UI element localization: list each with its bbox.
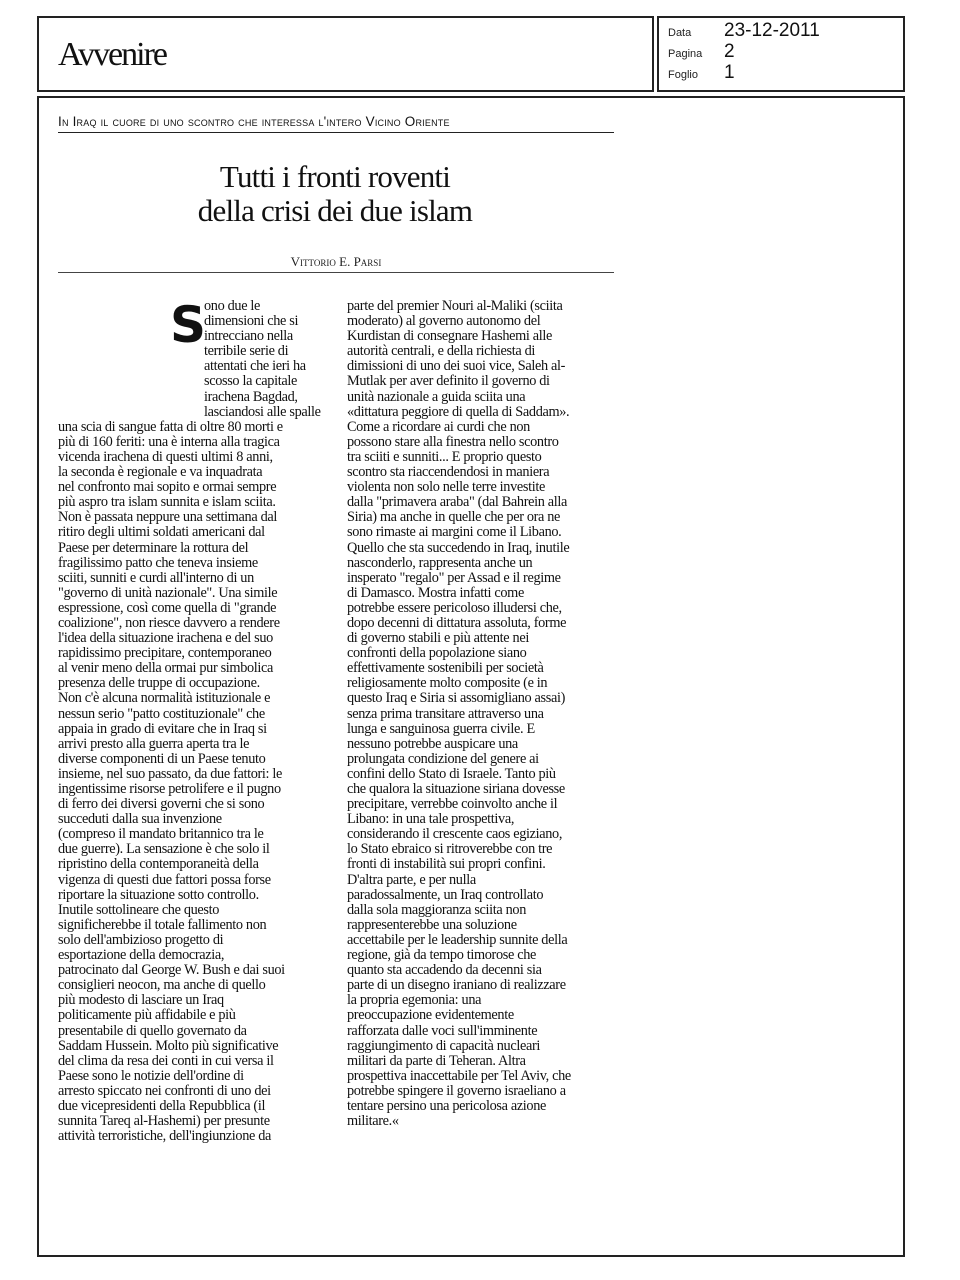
meta-row-pagina xyxy=(668,41,735,63)
drop-cap: S xyxy=(170,296,207,354)
text-line: nasconderlo, rappresenta anche un xyxy=(347,554,533,571)
text-line: vicenda irachena di questi ultimi 8 anni, xyxy=(58,448,273,465)
text-line: paradossalmente, un Iraq controllato xyxy=(347,886,544,903)
newspaper-logo: Avvenire xyxy=(58,36,166,73)
text-line: Mutlak per aver definito il governo di xyxy=(347,373,550,390)
text-line: coalizione", non riesce davvero a rendere xyxy=(58,614,280,631)
text-line: presenza delle truppe di occupazione. xyxy=(58,675,260,692)
text-line: la seconda è regionale e va inquadrata xyxy=(58,464,263,481)
article-column-right xyxy=(347,299,622,1129)
text-line: solo dell'ambizioso progetto di xyxy=(58,931,224,948)
text-line: appaia in grado di evitare che in Iraq si xyxy=(58,720,267,737)
meta-row-data xyxy=(668,20,820,42)
text-line: politicamente più affidabile e più xyxy=(58,1007,236,1024)
text-line: sunnita Tareq al-Hashemi) per presunte xyxy=(58,1113,270,1130)
meta-label: Foglio xyxy=(668,69,698,81)
text-line: parte di un disegno iraniano di realizzare xyxy=(347,977,566,994)
text-line: attività terroristiche, dell'ingiunzione da xyxy=(58,1128,272,1145)
text-line: una scia di sangue fatta di oltre 80 morti e xyxy=(58,418,283,435)
text-line: ingentissime risorse petrolifere e il pugno xyxy=(58,781,281,797)
meta-label: Data xyxy=(668,27,692,39)
text-line: intrecciano nella xyxy=(204,328,293,345)
text-line: effettivamente sostenibili per società xyxy=(347,660,544,677)
text-line: la propria egemonia: una xyxy=(347,992,482,1009)
text-line: Kurdistan di consegnare Hashemi alle xyxy=(347,328,552,345)
text-line: religiosamente molto composite (e in xyxy=(347,675,548,692)
text-line: «dittatura peggiore di quella di Saddam». xyxy=(347,403,570,420)
text-line: più di 160 feriti: una è interna alla tragica xyxy=(58,433,280,450)
text-line: prospettiva inaccettabile per Tel Aviv, che xyxy=(347,1067,571,1084)
text-line: Paese per determinare la rottura del xyxy=(58,539,249,556)
text-line: insperato "regalo" per Assad e il regime xyxy=(347,569,561,586)
text-line: (compreso il mandato britannico tra le xyxy=(58,826,264,843)
text-line: sciiti, sunniti e curdi all'interno di un xyxy=(58,569,254,586)
text-line: irachena Bagdad, xyxy=(204,388,298,405)
text-line: accettabile per le leadership sunnite della xyxy=(347,931,568,948)
text-line: moderato) al governo autonomo del xyxy=(347,313,541,330)
text-line: prolungata condizione del genere ai xyxy=(347,750,539,767)
meta-value-date: 23-12-2011 xyxy=(724,20,820,41)
text-line: dopo decenni di dittatura assoluta, forme xyxy=(347,614,567,631)
text-line: due vicepresidenti della Repubblica (il xyxy=(58,1097,266,1114)
text-line: di ferro dei diversi governi che si sono xyxy=(58,796,265,813)
text-line: presentabile di quello governato da xyxy=(58,1022,247,1039)
text-line: consiglieri neocon, ma anche di quello xyxy=(58,977,266,994)
text-line: scontro sta riaccendendosi in maniera xyxy=(347,464,550,481)
text-line: Non è passata neppure una settimana dal xyxy=(58,509,277,526)
text-line: ono due le xyxy=(204,298,261,314)
text-line: esportazione della democrazia, xyxy=(58,947,225,964)
text-line: vigenza di questi due fattori possa forse xyxy=(58,871,271,888)
text-line: precipitare, verrebbe coinvolto anche il xyxy=(347,796,558,813)
text-line: possono stare alla finestra nello scontro xyxy=(347,433,559,450)
text-line: Inutile sottolineare che questo xyxy=(58,901,220,918)
text-line: lunga e sanguinosa guerra civile. E xyxy=(347,720,535,737)
text-line: Libano: in una tale prospettiva, xyxy=(347,811,515,828)
text-line: confronti della popolazione siano xyxy=(347,645,527,662)
article-headline xyxy=(110,160,560,228)
text-line: violenta non solo nelle terre investite xyxy=(347,479,545,496)
article-byline: Vittorio E. Parsi xyxy=(58,254,614,273)
text-line: arrivi presto alla guerra aperta tra le xyxy=(58,735,250,752)
text-line: dimissioni di uno dei suoi vice, Saleh al- xyxy=(347,358,565,375)
text-line: più aspro tra islam sunnita e islam sciita. xyxy=(58,494,276,511)
text-line: dimensioni che si xyxy=(204,313,299,330)
text-line: due guerre). La sensazione è che solo il xyxy=(58,841,270,858)
text-line: dalla "primavera araba" (dal Bahrein alla xyxy=(347,494,567,511)
text-line: confini dello Stato di Israele. Tanto più xyxy=(347,765,556,782)
text-line: preoccupazione evidentemente xyxy=(347,1007,514,1024)
text-line: considerando il crescente caos egiziano, xyxy=(347,826,563,843)
text-line: nel confronto mai sopito e ormai sempre xyxy=(58,479,277,496)
text-line: Siria) ma anche in quelle che per ora ne xyxy=(347,509,561,526)
article-kicker: In Iraq il cuore di uno scontro che interessa l'intero Vicino Oriente xyxy=(58,114,614,133)
text-line: insieme, nel suo passato, da due fattori: le xyxy=(58,765,283,782)
text-line: più modesto di lasciare un Iraq xyxy=(58,992,224,1009)
meta-value-sheet: 1 xyxy=(724,62,735,83)
text-line: rafforzata dalle voci sull'imminente xyxy=(347,1022,538,1039)
text-line: regione, già da tempo timorose che xyxy=(347,947,536,964)
text-line: diverse componenti di un Paese tenuto xyxy=(58,750,266,767)
text-line: riportare la situazione sotto controllo. xyxy=(58,886,259,903)
text-line: senza prima transitare attraverso una xyxy=(347,705,544,722)
text-line: ritiro degli ultimi soldati americani dal xyxy=(58,524,265,541)
text-line: Quello che sta succedendo in Iraq, inutile xyxy=(347,539,570,556)
text-line: potrebbe spingere il governo israeliano a xyxy=(347,1082,566,1099)
text-line: di Damasco. Mostra infatti come xyxy=(347,584,524,601)
text-line: scosso la capitale xyxy=(204,373,297,390)
text-line: tentare persino una pericolosa azione xyxy=(347,1097,547,1114)
meta-label: Pagina xyxy=(668,48,703,60)
headline-line: della crisi dei due islam xyxy=(197,193,473,228)
text-line: lasciandosi alle spalle xyxy=(204,403,321,420)
text-line: Non c'è alcuna normalità istituzionale e xyxy=(58,690,271,707)
text-line: militare.« xyxy=(347,1113,399,1130)
text-line: raggiungimento di capacità nucleari xyxy=(347,1037,540,1054)
text-line: rapidissimo precipitare, contemporaneo xyxy=(58,645,272,662)
text-line: potrebbe essere pericoloso illudersi che, xyxy=(347,599,562,616)
text-line: militari da parte di Teheran. Altra xyxy=(347,1052,526,1069)
text-line: autorità centrali, e della richiesta di xyxy=(347,343,536,360)
text-line: patrocinato dal George W. Bush e dai suoi xyxy=(58,962,285,979)
meta-value-page: 2 xyxy=(724,41,735,62)
text-line: Saddam Hussein. Molto più significative xyxy=(58,1037,279,1054)
text-line: D'altra parte, e per nulla xyxy=(347,871,476,888)
text-line: ripristino della contemporaneità della xyxy=(58,856,259,873)
headline-line: Tutti i fronti roventi xyxy=(219,159,451,194)
text-line: terribile serie di xyxy=(204,343,289,360)
text-line: del clima da resa dei conti in cui versa il xyxy=(58,1052,274,1069)
text-line: espressione, così come quella di "grande xyxy=(58,599,277,616)
text-line: al venir meno della ormai pur simbolica xyxy=(58,660,274,677)
text-line: di governo stabili e più attente nei xyxy=(347,630,529,647)
text-line: sono rimaste ai margini come il Libano. xyxy=(347,524,562,541)
text-line: questo Iraq e Siria si assomigliano assai) xyxy=(347,690,565,707)
text-line: Come a ricordare ai curdi che non xyxy=(347,418,530,435)
text-line: succeduti dalla sua invenzione xyxy=(58,811,222,828)
text-line: fronti di instabilità sui propri confini. xyxy=(347,856,546,873)
text-line: che qualora la situazione siriana dovesse xyxy=(347,781,565,797)
text-line: nessun serio "patto costituzionale" che xyxy=(58,705,265,722)
text-line: Paese sono le notizie dell'ordine di xyxy=(58,1067,244,1084)
text-line: quanto sta accadendo da decenni sia xyxy=(347,962,542,979)
text-line: dalla sola maggioranza sciita non xyxy=(347,901,527,918)
text-line: attentati che ieri ha xyxy=(204,358,306,375)
text-line: rappresenterebbe una soluzione xyxy=(347,916,517,933)
text-line: "governo di unità nazionale". Una simile xyxy=(58,584,278,601)
text-line: fragilissimo patto che teneva insieme xyxy=(58,554,258,571)
meta-row-foglio xyxy=(668,62,735,84)
text-line: tra sciiti e sunniti... E proprio questo xyxy=(347,448,542,465)
text-line: arresto spiccato nei confronti di uno dei xyxy=(58,1082,271,1099)
text-line: nessuno potrebbe auspicare una xyxy=(347,735,518,752)
text-line: unità nazionale a guida sciita una xyxy=(347,388,526,405)
text-line: lo Stato ebraico si ritroverebbe con tre xyxy=(347,841,553,858)
article-column-left xyxy=(58,296,328,1145)
text-line: l'idea della situazione irachena e del suo xyxy=(58,630,273,647)
text-line: significherebbe il totale fallimento non xyxy=(58,916,267,933)
text-line: parte del premier Nouri al-Maliki (sciita xyxy=(347,298,563,314)
